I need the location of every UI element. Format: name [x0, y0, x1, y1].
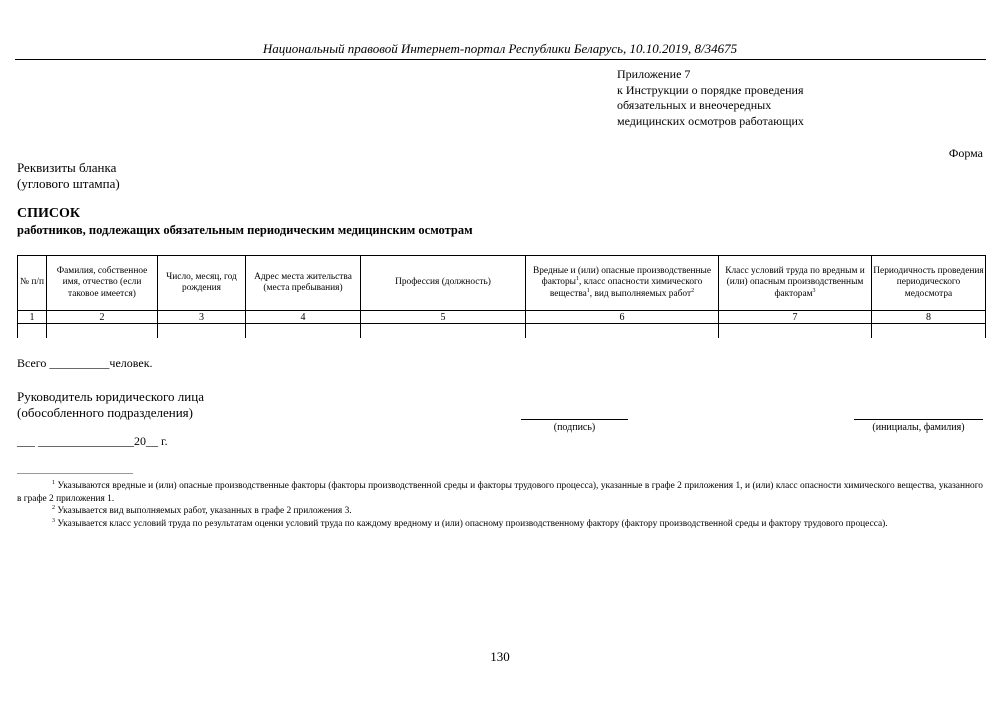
- column-number: 2: [47, 311, 158, 324]
- column-header: Число, месяц, год рождения: [158, 256, 246, 311]
- column-number: 3: [158, 311, 246, 324]
- footnote-text: Указывается класс условий труда по результатам оценки условий труда по каждому вредному и (или) опасному производственному фактору (фактору производственной среды и фактору трудового процесса).: [55, 518, 888, 529]
- footnote-text: Указываются вредные и (или) опасные производственные факторы (факторы производственной среды и факторы трудового процесса), указанные в графе 2 приложения 1, и (или) класс опасности химического вещества, указанного в графе 2 приложения 1.: [17, 481, 983, 504]
- column-number: 6: [526, 311, 719, 324]
- page-number: 130: [490, 649, 510, 664]
- signature-label: (подпись): [553, 422, 596, 433]
- footnote: [17, 480, 983, 505]
- footnote: [17, 505, 983, 518]
- table-cell: [47, 324, 158, 339]
- header-text: , класс опасности химического вещества: [549, 277, 703, 299]
- footnote-ref: 2: [691, 287, 695, 294]
- table-cell: [872, 324, 986, 339]
- initials-label: (инициалы, фамилия): [872, 422, 965, 433]
- table-cell: [158, 324, 246, 339]
- column-number: 4: [246, 311, 361, 324]
- table-cell: [18, 324, 47, 339]
- footnote-ref: 3: [812, 287, 816, 294]
- header-text: , вид выполняемых работ: [589, 288, 692, 299]
- header-text: Класс условий труда по вредным и (или) опасным производственным факторам: [725, 265, 865, 299]
- column-header: Фамилия, собственное имя, отчество (если таковое имеется): [47, 256, 158, 311]
- footnote-ref: 1: [576, 276, 579, 283]
- footnote-ref: 1: [586, 287, 590, 294]
- signature-line: [521, 419, 628, 420]
- total-count: Всего __________человек.: [17, 356, 153, 370]
- footnote-separator: [17, 473, 133, 474]
- document-subtitle: работников, подлежащих обязательным периодическим медицинским осмотрам: [17, 223, 473, 237]
- portal-header: Национальный правовой Интернет-портал Республики Беларусь, 10.10.2019, 8/34675: [262, 41, 738, 56]
- column-header: [719, 256, 872, 311]
- head-of-organization: [17, 389, 204, 421]
- table-header-row: [18, 256, 986, 311]
- header-rule: [15, 59, 986, 60]
- head-line: Руководитель юридического лица: [17, 389, 204, 404]
- footnote-text: Указывается вид выполняемых работ, указанных в графе 2 приложения 3.: [55, 506, 352, 516]
- appendix-line: обязательных и внеочередных: [617, 98, 772, 112]
- document-title: СПИСОК: [17, 206, 81, 221]
- date-line: ___ ________________20__ г.: [17, 434, 168, 448]
- appendix-note: [617, 67, 804, 129]
- stamp-requisites: [17, 160, 120, 192]
- initials-line: [854, 419, 983, 420]
- table-cell: [361, 324, 526, 339]
- workers-table: [17, 255, 986, 338]
- column-header: Адрес места жительства (места пребывания): [246, 256, 361, 311]
- form-label: Форма: [948, 146, 983, 160]
- table-cell: [526, 324, 719, 339]
- appendix-line: Приложение 7: [617, 67, 691, 81]
- footnote-mark: 1: [52, 479, 55, 486]
- column-number: 5: [361, 311, 526, 324]
- column-header: [526, 256, 719, 311]
- column-header: № п/п: [18, 256, 47, 311]
- appendix-line: медицинских осмотров работающих: [617, 113, 804, 128]
- column-number: 7: [719, 311, 872, 324]
- header-text: Вредные и (или) опасные производственные факторы: [532, 265, 712, 288]
- footnote-mark: 3: [52, 517, 55, 524]
- table-cell: [719, 324, 872, 339]
- stamp-line: (углового штампа): [17, 176, 120, 191]
- column-number: 8: [872, 311, 986, 324]
- column-number-row: [18, 311, 986, 324]
- column-header: Профессия (должность): [361, 256, 526, 311]
- table-row: [18, 324, 986, 339]
- head-line: (обособленного подразделения): [17, 405, 193, 420]
- column-header: Периодичность проведения периодического медосмотра: [872, 256, 986, 311]
- footnote: [17, 518, 983, 531]
- footnotes: [17, 480, 983, 530]
- column-number: 1: [18, 311, 47, 324]
- table-cell: [246, 324, 361, 339]
- footnote-mark: 2: [52, 504, 55, 511]
- stamp-line: Реквизиты бланка: [17, 160, 117, 175]
- appendix-line: к Инструкции о порядке проведения: [617, 82, 804, 97]
